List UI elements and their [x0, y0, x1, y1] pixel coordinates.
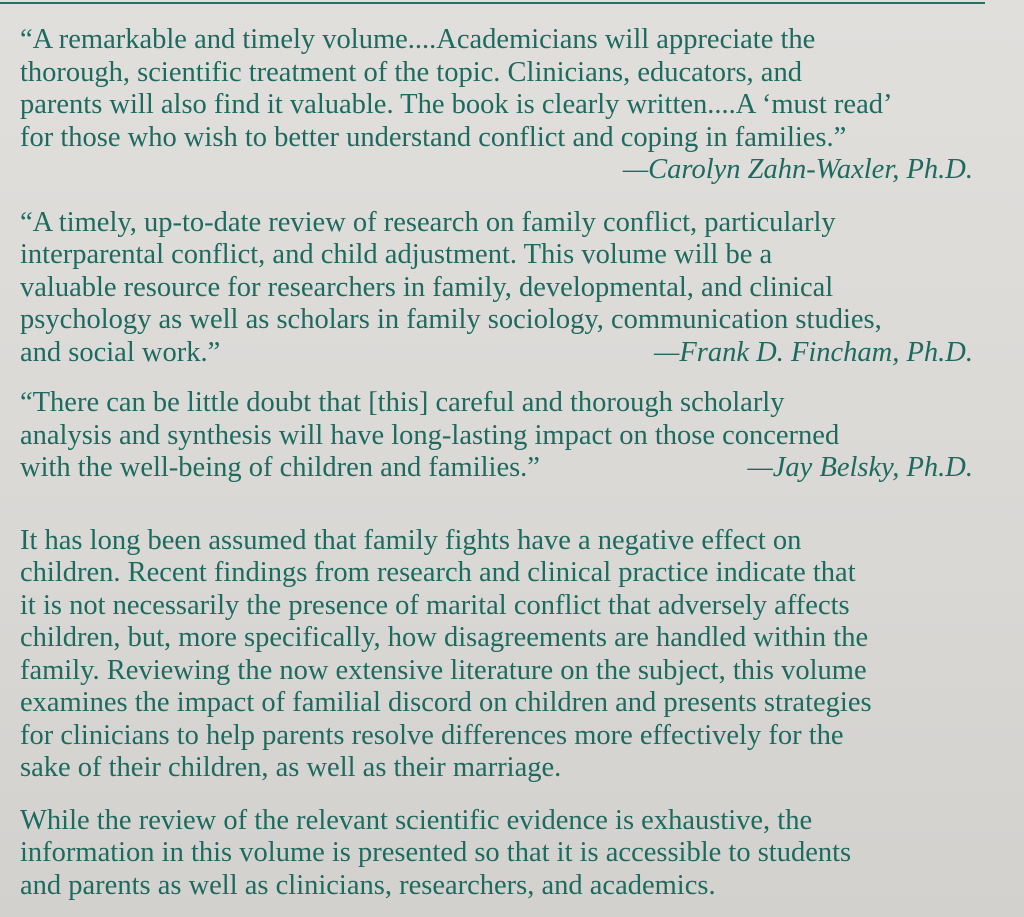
quote-line: analysis and synthesis will have long-lasting impact on those concerned [20, 419, 840, 451]
quote-attribution: —Jay Belsky, Ph.D. [747, 452, 973, 483]
quote-line: “A remarkable and timely volume....Academicians will appreciate the [20, 24, 816, 55]
paragraph-line: While the review of the relevant scientific evidence is exhaustive, the [20, 804, 813, 836]
quote-line: “A timely, up-to-date review of research on family conflict, particularly [20, 206, 836, 238]
quote-line: and social work.” [20, 336, 221, 368]
quote-attribution: —Carolyn Zahn-Waxler, Ph.D. [622, 154, 973, 185]
quote-line: parents will also find it valuable. The book is clearly written....A ‘must read’ [20, 89, 893, 120]
quote-line-with-attribution [20, 337, 995, 370]
back-cover-text [20, 24, 995, 902]
top-rule [0, 2, 985, 4]
quote-attribution: —Frank D. Fincham, Ph.D. [654, 336, 973, 368]
paragraph-line: children. Recent findings from research and clinical practice indicate that [20, 557, 856, 588]
quote-line: interparental conflict, and child adjustment. This volume will be a [20, 239, 773, 270]
paragraph-line: and parents as well as clinicians, researchers, and academics. [20, 869, 716, 901]
quote-line: psychology as well as scholars in family sociology, communication studies, [20, 304, 882, 335]
paragraph-line: family. Reviewing the now extensive literature on the subject, this volume [20, 654, 867, 686]
quote-line: “There can be little doubt that [this] careful and thorough scholarly [20, 387, 785, 418]
quote-line-with-attribution [20, 452, 995, 485]
description-paragraph [20, 525, 995, 785]
quote-belsky [20, 387, 995, 485]
quote-line: valuable resource for researchers in family, developmental, and clinical [20, 271, 834, 303]
quote-line: for those who wish to better understand conflict and coping in families.” [20, 121, 847, 153]
paragraph-line: it is not necessarily the presence of marital conflict that adversely affects [20, 589, 850, 621]
paragraph-line: information in this volume is presented so that it is accessible to students [20, 837, 852, 868]
paragraph-line: children, but, more specifically, how disagreements are handled within the [20, 622, 869, 653]
paragraph-line: It has long been assumed that family fights have a negative effect on [20, 524, 802, 556]
paragraph-line: examines the impact of familial discord on children and presents strategies [20, 687, 872, 718]
quote-line: with the well-being of children and families.” [20, 452, 540, 483]
quote-zahn-waxler [20, 24, 995, 187]
description-paragraph [20, 805, 995, 903]
paragraph-line: for clinicians to help parents resolve differences more effectively for the [20, 719, 844, 751]
quote-fincham [20, 207, 995, 370]
quote-line: thorough, scientific treatment of the topic. Clinicians, educators, and [20, 56, 802, 88]
paragraph-line: sake of their children, as well as their marriage. [20, 752, 562, 783]
